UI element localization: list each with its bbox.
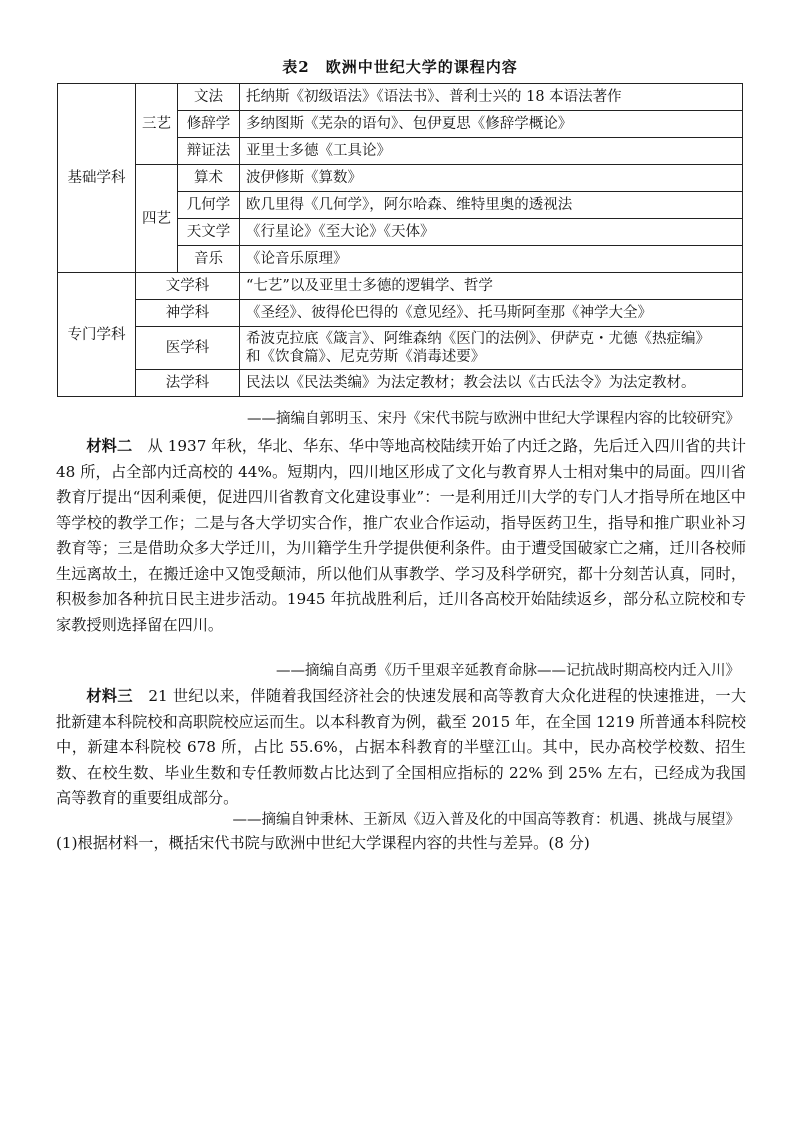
group-siyi: 四艺 bbox=[136, 165, 178, 273]
content-cell: 《圣经》、彼得伦巴得的《意见经》、托马斯阿奎那《神学大全》 bbox=[240, 300, 743, 327]
subject-cell: 天文学 bbox=[178, 219, 240, 246]
subject-cell: 法学科 bbox=[136, 370, 240, 397]
material-text: 21 世纪以来，伴随着我国经济社会的快速发展和高等教育大众化进程的快速推进，一大批新建本科院校和高职院校应运而生。以本科教育为例，截至 2015 年，在全国 1219 所普通本科院校中，新建本科院校 678 所，占比 55.6%，占据本科教育的半壁江山。其中，民办高校学校数、招生数、在校生数、毕业生数和专任教师数占比达到了全国相应指标的 22% 到 25% 左右，已经成为我国高等教育的重要组成部分。 bbox=[56, 687, 747, 807]
material-two bbox=[56, 434, 746, 638]
table-row bbox=[58, 273, 743, 300]
category-special: 专门学科 bbox=[58, 273, 136, 397]
subject-cell: 音乐 bbox=[178, 246, 240, 273]
material-label: 材料二 bbox=[86, 437, 133, 455]
table-row bbox=[58, 300, 743, 327]
course-table bbox=[57, 83, 743, 397]
content-cell: 亚里士多德《工具论》 bbox=[240, 138, 743, 165]
subject-cell: 几何学 bbox=[178, 192, 240, 219]
content-line: 和《饮食篇》、尼克劳斯《消毒述要》 bbox=[246, 349, 486, 365]
source-citation-1: ——摘编自郭明玉、宋丹《宋代书院与欧洲中世纪大学课程内容的比较研究》 bbox=[247, 411, 740, 427]
question-1: (1)根据材料一，概括宋代书院与欧洲中世纪大学课程内容的共性与差异。(8 分) bbox=[56, 834, 590, 852]
table-row bbox=[58, 327, 743, 370]
category-basic: 基础学科 bbox=[58, 84, 136, 273]
source-citation-3: ——摘编自钟秉林、王新凤《迈入普及化的中国高等教育：机遇、挑战与展望》 bbox=[232, 812, 740, 828]
material-three bbox=[56, 684, 746, 812]
content-cell: 多纳图斯《芜杂的语句》、包伊夏思《修辞学概论》 bbox=[240, 111, 743, 138]
content-cell: 波伊修斯《算数》 bbox=[240, 165, 743, 192]
table-row bbox=[58, 84, 743, 111]
subject-cell: 文法 bbox=[178, 84, 240, 111]
content-cell: 民法以《民法类编》为法定教材；教会法以《古氏法令》为法定教材。 bbox=[240, 370, 743, 397]
subject-cell: 修辞学 bbox=[178, 111, 240, 138]
table-row bbox=[58, 165, 743, 192]
subject-cell: 医学科 bbox=[136, 327, 240, 370]
table-caption: 表2 欧洲中世纪大学的课程内容 bbox=[282, 58, 518, 76]
table-row bbox=[58, 370, 743, 397]
subject-cell: 辩证法 bbox=[178, 138, 240, 165]
content-line: 希波克拉底《箴言》、阿维森纳《医门的法例》、伊萨克・尤德《热症编》 bbox=[246, 331, 710, 347]
source-citation-2: ——摘编自高勇《历千里艰辛延教育命脉——记抗战时期高校内迁入川》 bbox=[276, 663, 740, 679]
group-sanyi: 三艺 bbox=[136, 84, 178, 165]
content-cell: 欧几里得《几何学》，阿尔哈森、维特里奥的透视法 bbox=[240, 192, 743, 219]
subject-cell: 神学科 bbox=[136, 300, 240, 327]
subject-cell: 算术 bbox=[178, 165, 240, 192]
material-label: 材料三 bbox=[86, 687, 133, 705]
content-cell: 《行星论》《至大论》《天体》 bbox=[240, 219, 743, 246]
material-text: 从 1937 年秋，华北、华东、华中等地高校陆续开始了内迁之路，先后迁入四川省的共计 48 所，占全部内迁高校的 44%。短期内，四川地区形成了文化与教育界人士相对集中的局面。四川省教育厅提出“因利乘便，促进四川省教育文化建设事业”：一是利用迁川大学的专门人才指导所在地区中等学校的教学工作；二是与各大学切实合作，推广农业合作运动，指导医药卫生，指导和推广职业补习教育等；三是借助众多大学迁川，为川籍学生升学提供便利条件。由于遭受国破家亡之痛，迁川各校师生远离故土，在搬迁途中又饱受颠沛，所以他们从事教学、学习及科学研究，都十分刻苦认真，同时，积极参加各种抗日民主进步活动。1945 年抗战胜利后，迁川各高校开始陆续返乡，部分私立院校和专家教授则选择留在四川。 bbox=[56, 437, 746, 634]
content-cell: 托纳斯《初级语法》《语法书》、普利士兴的 18 本语法著作 bbox=[240, 84, 743, 111]
content-cell bbox=[240, 327, 743, 370]
content-cell: 《论音乐原理》 bbox=[240, 246, 743, 273]
subject-cell: 文学科 bbox=[136, 273, 240, 300]
content-cell: “七艺”以及亚里士多德的逻辑学、哲学 bbox=[240, 273, 743, 300]
